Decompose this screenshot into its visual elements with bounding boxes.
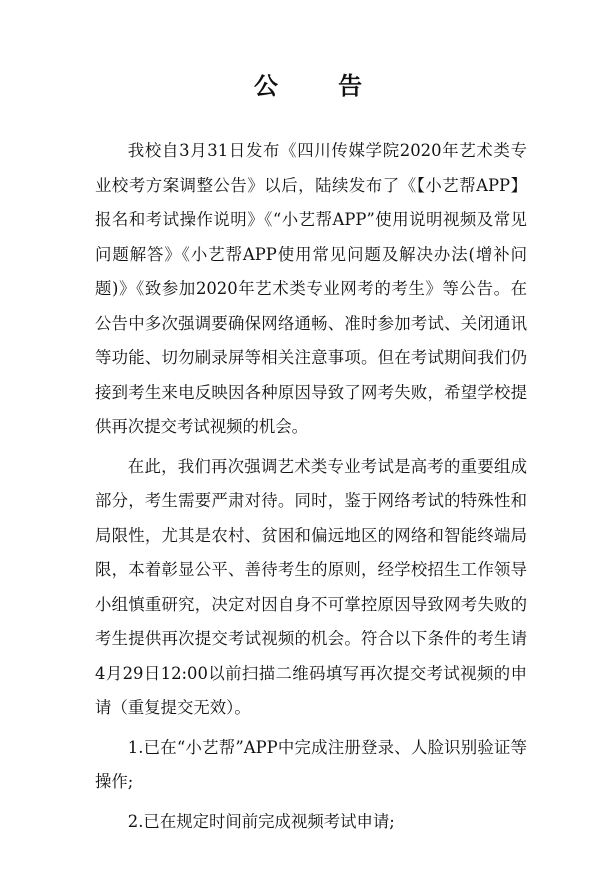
paragraph-intro: 我校自3月31日发布《四川传媒学院2020年艺术类专业校考方案调整公告》以后，陆续发布了《【小艺帮APP】报名和考试操作说明》《“小艺帮APP”使用说明视频及常见问题解答》《小艺帮APP使用常见问题及解决办法(增补问题)》《致参加2020年艺术类专业网考的考生》等公告。在公告中多次强调要确保网络通畅、准时参加考试、关闭通讯等功能、切勿刷录屏等相关注意事项。但在考试期间我们仍接到考生来电反映因各种原因导致了网考失败，希望学校提供再次提交考试视频的机会。 <box>95 141 527 436</box>
paragraph-decision: 在此，我们再次强调艺术类专业考试是高考的重要组成部分，考生需要严肃对待。同时，鉴于网络考试的特殊性和局限性，尤其是农村、贫困和偏远地区的网络和智能终端局限，本着彰显公平、善待考生的原则，经学校招生工作领导小组慎重研究，决定对因自身不可掌控原因导致网考失败的考生提供再次提交考试视频的机会。符合以下条件的考生请4月29日12:00以前扫描二维码填写再次提交考试视频的申请（重复提交无效）。 <box>95 456 527 717</box>
document-body <box>95 134 527 844</box>
condition-item-2: 2.已在规定时间前完成视频考试申请; <box>127 811 395 831</box>
condition-item-1: 1.已在“小艺帮”APP中完成注册登录、人脸识别验证等操作; <box>95 737 527 791</box>
page-title: 公 告 <box>253 72 389 100</box>
